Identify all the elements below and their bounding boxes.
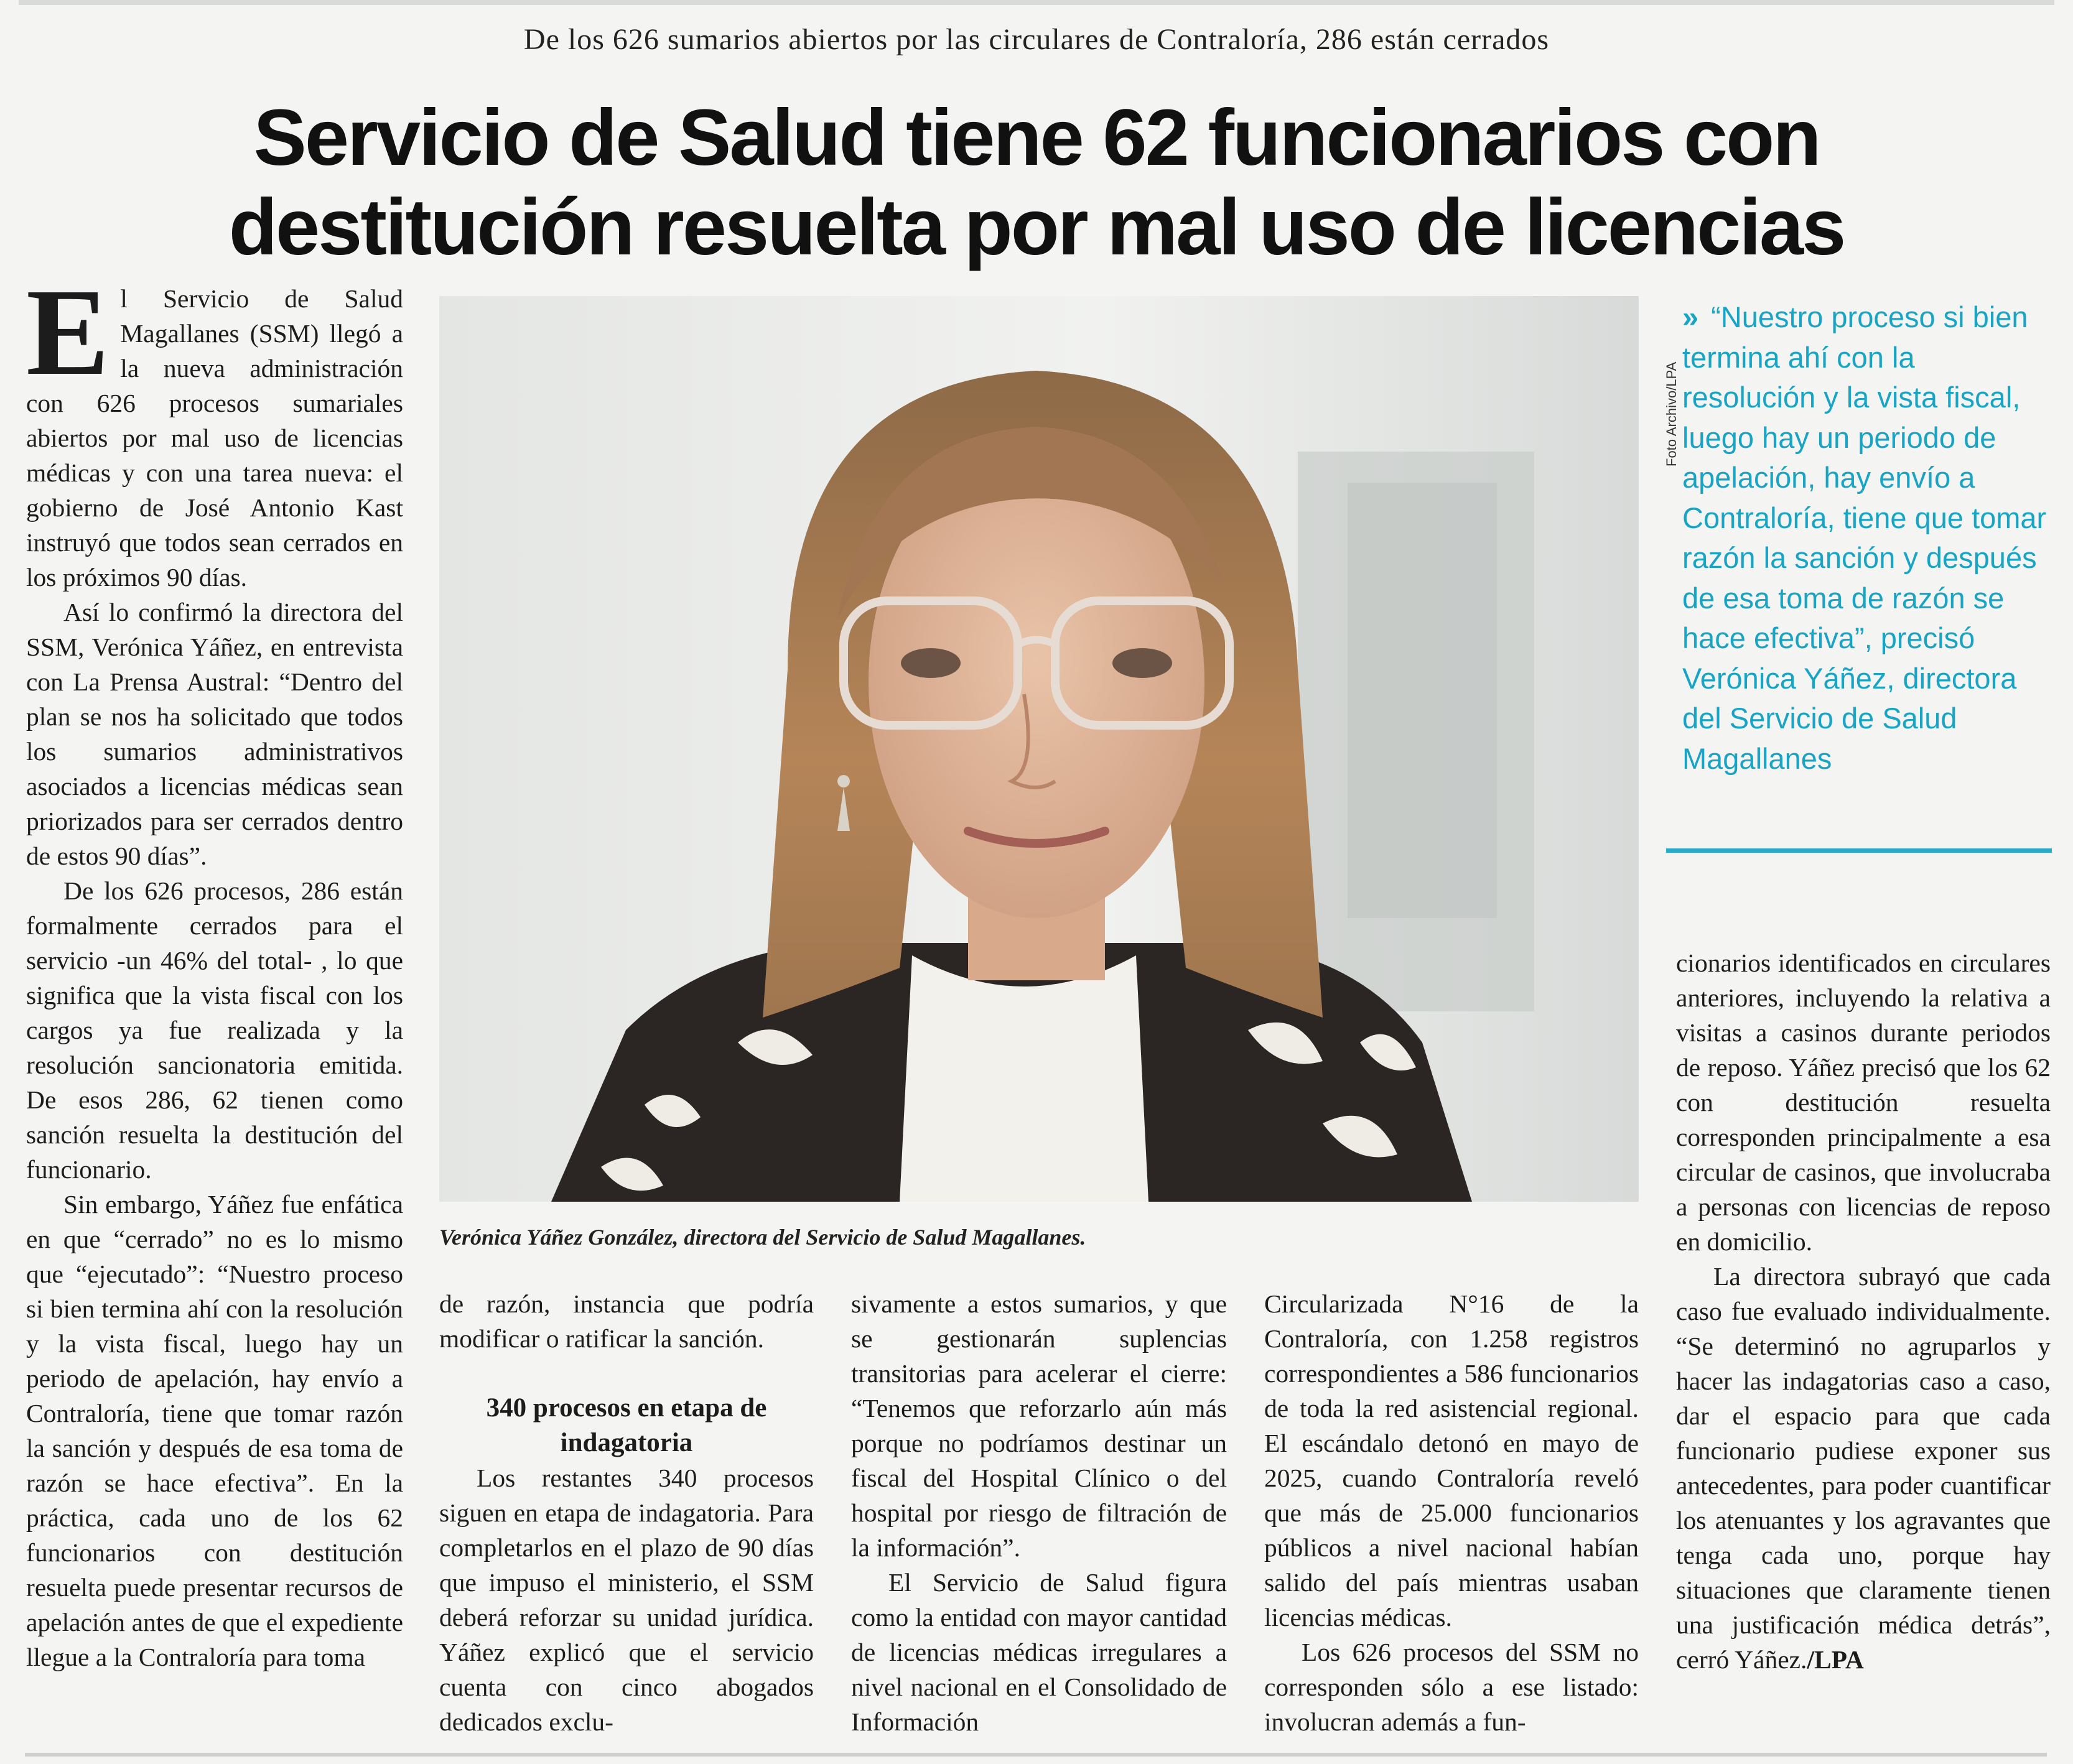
pull-quote-rule bbox=[1666, 848, 2052, 853]
article-column-3 bbox=[851, 1286, 1227, 1739]
section-subhead: 340 procesos en etapa de indagatoria bbox=[486, 1393, 767, 1457]
paragraph: sivamente a estos sumarios, y que se gestionarán suplencias transitorias para acelerar el cierre: “Tenemos que reforzarlo aún más porque no podríamos destinar un fiscal del Hospital Clínico o del hospital por riesgo de filtración de la información”. bbox=[851, 1289, 1227, 1562]
headline-line-2: destitución resuelta por mal uso de licencias bbox=[228, 183, 1845, 272]
paragraph: de razón, instancia que podría modificar o ratificar la sanción. bbox=[439, 1289, 814, 1353]
article-column-5 bbox=[1676, 945, 2051, 1677]
article-headline bbox=[0, 93, 2073, 272]
headline-line-1: Servicio de Salud tiene 62 funcionarios con bbox=[253, 93, 1820, 182]
photo-credit: Foto Archivo/LPA bbox=[1664, 361, 1679, 467]
paragraph: El Servicio de Salud figura como la entidad con mayor cantidad de licencias médicas irregulares a nivel nacional en el Consolidado de Información bbox=[851, 1568, 1227, 1736]
lead-text: l Servicio de Salud Magallanes (SSM) llegó a la nueva administración con 626 procesos sumariales abiertos por mal uso de licencias médicas y con una tarea nueva: el gobierno de José Antonio Kast instruyó que todos sean cerrados en los próximos 90 días. bbox=[26, 284, 403, 592]
paragraph: Así lo confirmó la directora del SSM, Verónica Yáñez, en entrevista con La Prensa Austral: “Dentro del plan se nos ha solicitado que todos los sumarios administrativos asociados a licencias médicas sean priorizados para ser cerrados dentro de estos 90 días”. bbox=[26, 598, 403, 870]
article-column-4 bbox=[1264, 1286, 1639, 1739]
pull-quote-text: “Nuestro proceso si bien termina ahí con la resolución y la vista fiscal, luego hay un periodo de apelación, hay envío a Contraloría, tiene que tomar razón la sanción y después de esa toma de razón se hace efectiva”, precisó Verónica Yáñez, directora del Servicio de Salud Magallanes bbox=[1682, 300, 2047, 775]
article-column-1 bbox=[26, 264, 403, 1674]
pull-quote bbox=[1682, 297, 2051, 779]
photo-caption: Verónica Yáñez González, directora del Servicio de Salud Magallanes. bbox=[439, 1225, 1086, 1250]
double-chevron-icon: » bbox=[1682, 300, 1699, 333]
author-signature: /LPA bbox=[1807, 1645, 1864, 1674]
drop-cap: E bbox=[26, 264, 109, 401]
paragraph: Circularizada N°16 de la Contraloría, con 1.258 registros correspondientes a 586 funcionarios de toda la red asistencial regional. El escándalo detonó en mayo de 2025, cuando Contraloría reveló que más de 25.000 funcionarios públicos a nivel nacional habían salido del país mientras usaban licencias médicas. bbox=[1264, 1289, 1639, 1632]
article-column-2 bbox=[439, 1286, 814, 1739]
article-photo bbox=[439, 296, 1639, 1202]
portrait-illustration bbox=[439, 296, 1639, 1202]
paragraph: De los 626 procesos, 286 están formalmente cerrados para el servicio -un 46% del total- , lo que significa que la vista fiscal con los cargos ya fue realizada y la resolución sancionatoria emitida. De esos 286, 62 tienen como sanción resuelta la destitución del funcionario. bbox=[26, 876, 403, 1184]
top-divider bbox=[19, 0, 2054, 5]
paragraph: Los restantes 340 procesos siguen en etapa de indagatoria. Para completarlos en el plazo de 90 días que impuso el ministerio, el SSM deberá reforzar su unidad jurídica. Yáñez explicó que el servicio cuenta con cinco abogados dedicados exclu- bbox=[439, 1464, 814, 1736]
closing-text: La directora subrayó que cada caso fue evaluado individualmente. “Se determinó no agruparlos y hacer las indagatorias caso a caso, dar el espacio para que cada funcionario pudiese exponer sus antecedentes, para poder cuantificar los atenuantes y los agravantes que tenga cada uno, porque hay situaciones que claramente tienen una justificación médica detrás”, cerró Yáñez. bbox=[1676, 1262, 2051, 1674]
article-kicker: De los 626 sumarios abiertos por las circulares de Contraloría, 286 están cerrados bbox=[523, 23, 1550, 56]
paragraph: Los 626 procesos del SSM no corresponden sólo a ese listado: involucran además a fun- bbox=[1264, 1638, 1639, 1736]
paragraph: Sin embargo, Yáñez fue enfática en que “cerrado” no es lo mismo que “ejecutado”: “Nuestro proceso si bien termina ahí con la resolución y la vista fiscal, luego hay un periodo de apelación, hay envío a Contraloría, tiene que tomar razón la sanción y después de esa toma de razón se hace efectiva”. En la práctica, cada uno de los 62 funcionarios con destitución resuelta puede presentar recursos de apelación antes de que el expediente llegue a la Contraloría para toma bbox=[26, 1190, 403, 1671]
paragraph-lead bbox=[26, 264, 403, 595]
paragraph: cionarios identificados en circulares anteriores, incluyendo la relativa a visitas a casinos durante periodos de reposo. Yáñez precisó que los 62 con destitución resuelta corresponden principalmente a esa circular de casinos, que involucraba a personas con licencias de reposo en domicilio. bbox=[1676, 949, 2051, 1256]
paragraph-closing bbox=[1676, 1259, 2051, 1677]
bottom-divider bbox=[25, 1753, 2047, 1757]
